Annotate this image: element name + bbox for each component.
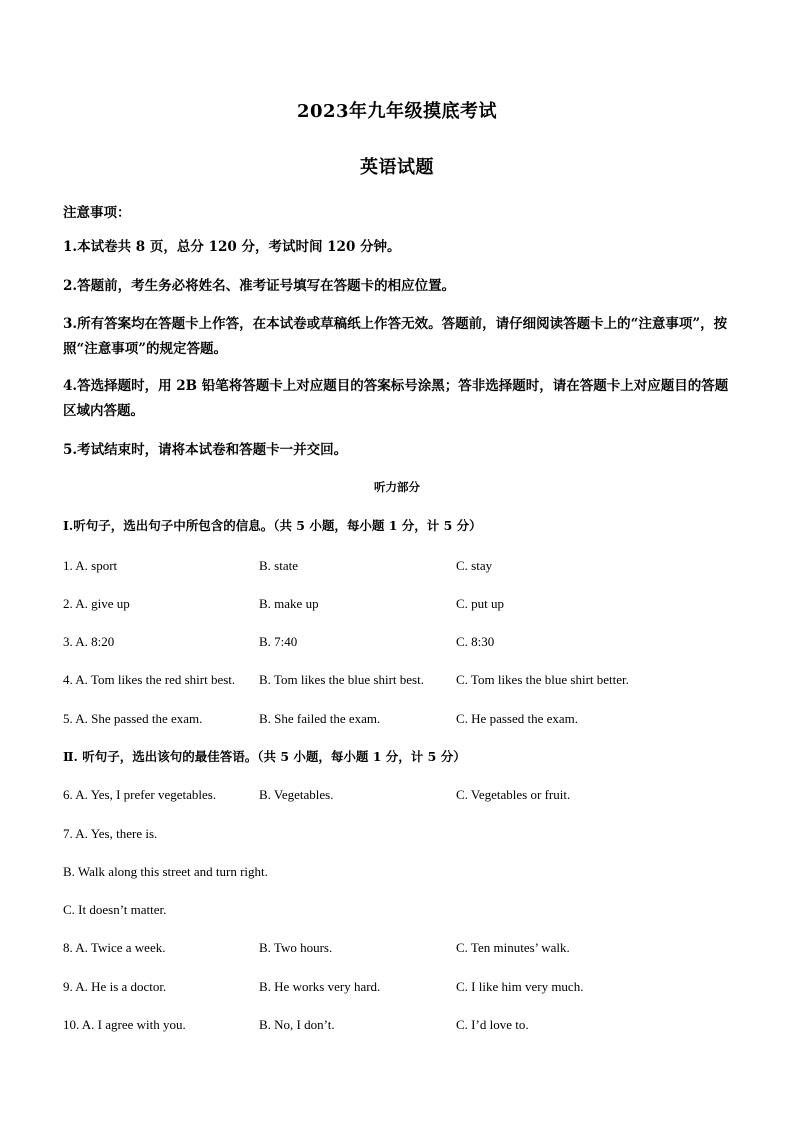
option-b: B. state <box>259 558 298 573</box>
option-b: B. 7:40 <box>259 634 298 649</box>
option-c: C. He passed the exam. <box>456 711 579 726</box>
option-a: 8. A. Twice a week. <box>63 940 166 955</box>
option-a: 9. A. He is a doctor. <box>63 979 167 994</box>
notice-item: 5.考试结束时，请将本试卷和答题卡一并交回。 <box>63 442 348 458</box>
option-c: C. It doesn’t matter. <box>63 902 167 917</box>
option-a: 4. A. Tom likes the red shirt best. <box>63 672 236 687</box>
option-b: B. make up <box>259 596 319 611</box>
option-a: 2. A. give up <box>63 596 130 611</box>
question-row <box>63 558 743 576</box>
option-b: B. Tom likes the blue shirt best. <box>259 672 424 687</box>
option-b: B. No, I don’t. <box>259 1017 335 1032</box>
option-a: 6. A. Yes, I prefer vegetables. <box>63 787 217 802</box>
part2-heading: Ⅱ. 听句子，选出该句的最佳答语。（共 5 小题，每小题 1 分，计 5 分） <box>63 749 466 764</box>
option-c: C. stay <box>456 558 493 573</box>
section-title: 听力部分 <box>374 480 420 494</box>
exam-subtitle: 英语试题 <box>360 157 434 178</box>
notice-item: 1.本试卷共 8 页，总分 120 分，考试时间 120 分钟。 <box>63 239 401 255</box>
notice-heading: 注意事项： <box>63 205 131 221</box>
notice-item: 4.答选择题时，用 2B 铅笔将答题卡上对应题目的答案标号涂黑；答非选择题时，请在答题卡上对应题目的答题区域内答题。 <box>63 378 729 419</box>
option-c: C. I’d love to. <box>456 1017 529 1032</box>
option-a: 10. A. I agree with you. <box>63 1017 186 1032</box>
question-row <box>63 1017 743 1035</box>
option-b: B. He works very hard. <box>259 979 381 994</box>
question-row <box>63 672 743 690</box>
question-row <box>63 711 743 729</box>
option-c: C. I like him very much. <box>456 979 584 994</box>
option-a: 3. A. 8:20 <box>63 634 115 649</box>
option-b: B. Walk along this street and turn right. <box>63 864 268 879</box>
option-c: C. Tom likes the blue shirt better. <box>456 672 629 687</box>
exam-title: 2023年九年级摸底考试 <box>296 101 498 122</box>
option-c: C. 8:30 <box>456 634 495 649</box>
question-row <box>63 596 743 614</box>
question-row <box>63 634 743 652</box>
option-a: 7. A. Yes, there is. <box>63 826 158 841</box>
option-a: 5. A. She passed the exam. <box>63 711 203 726</box>
option-c: C. Vegetables or fruit. <box>456 787 571 802</box>
option-a: 1. A. sport <box>63 558 118 573</box>
option-c: C. Ten minutes’ walk. <box>456 940 570 955</box>
option-c: C. put up <box>456 596 505 611</box>
option-b: B. She failed the exam. <box>259 711 381 726</box>
question-row <box>63 979 743 997</box>
option-b: B. Vegetables. <box>259 787 334 802</box>
question-row <box>63 940 743 958</box>
notice-item: 3.所有答案均在答题卡上作答，在本试卷或草稿纸上作答无效。答题前，请仔细阅读答题卡上的“注意事项”，按照“注意事项”的规定答题。 <box>63 316 728 357</box>
notice-item: 2.答题前，考生务必将姓名、准考证号填写在答题卡的相应位置。 <box>63 278 456 294</box>
option-b: B. Two hours. <box>259 940 333 955</box>
question-row <box>63 787 743 805</box>
part1-heading: Ⅰ.听句子，选出句子中所包含的信息。（共 5 小题，每小题 1 分，计 5 分） <box>63 518 482 533</box>
